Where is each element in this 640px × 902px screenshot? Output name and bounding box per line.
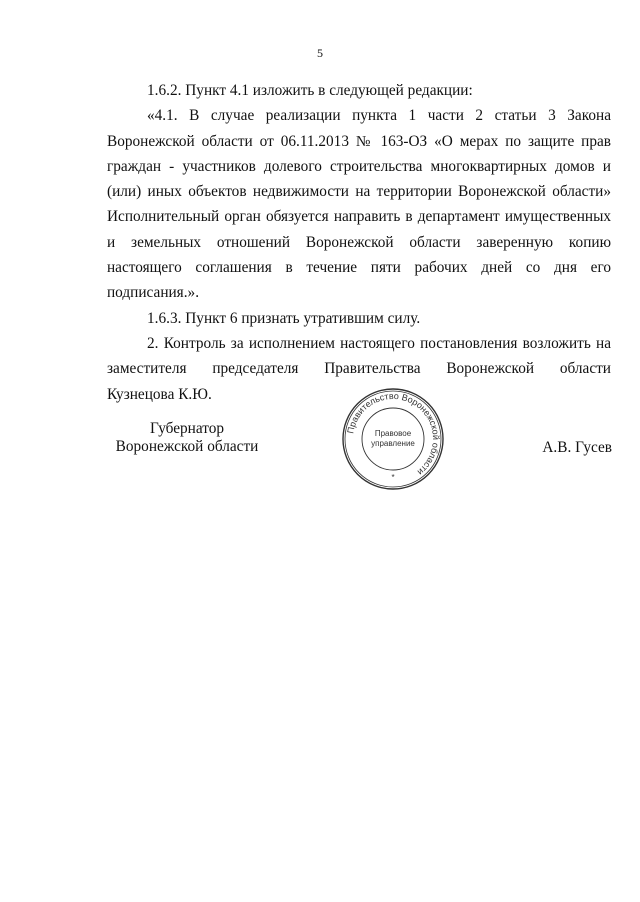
paragraph-2-control-end: Кузнецова К.Ю. xyxy=(107,385,212,403)
official-seal-stamp xyxy=(341,387,445,491)
paragraph-2-control: 2. Контроль за исполнением настоящего постановления возложить на заместителя председателя Правительства Воронежской области xyxy=(107,334,611,378)
seal-center-line-2: управление xyxy=(371,439,415,448)
paragraph-1-6-2: 1.6.2. Пункт 4.1 изложить в следующей редакции: xyxy=(147,82,473,99)
page-number: 5 xyxy=(317,46,323,60)
seal-ring-text: Правительство Воронежской области xyxy=(345,390,442,478)
seal-center-line-1: Правовое xyxy=(374,429,412,438)
paragraph-4-1-quote: «4.1. В случае реализации пункта 1 части 2 статьи 3 Закона Воронежской области от 06.11.2013 № 163-ОЗ «О мерах по защите прав граждан - участников долевого строительства многоквартирных домов и (или) иных объектов недвижимости на территории Воронежской области» Исполнительный орган обязуется направить в департамент имущественных и земельных отношений Воронежской области заверенную копию настоящего соглашения в течение пяти рабочих дней со дня его подписания.». xyxy=(107,107,611,302)
signatory-name: А.В. Гусев xyxy=(542,439,612,456)
paragraph-1-6-3: 1.6.3. Пункт 6 признать утратившим силу. xyxy=(147,309,421,327)
signatory-title-line-2: Воронежской области xyxy=(115,438,259,455)
signatory-title xyxy=(107,420,267,456)
signatory-title-line-1: Губернатор xyxy=(149,420,225,437)
seal-star-icon: * xyxy=(391,473,395,482)
document-body xyxy=(107,78,611,407)
